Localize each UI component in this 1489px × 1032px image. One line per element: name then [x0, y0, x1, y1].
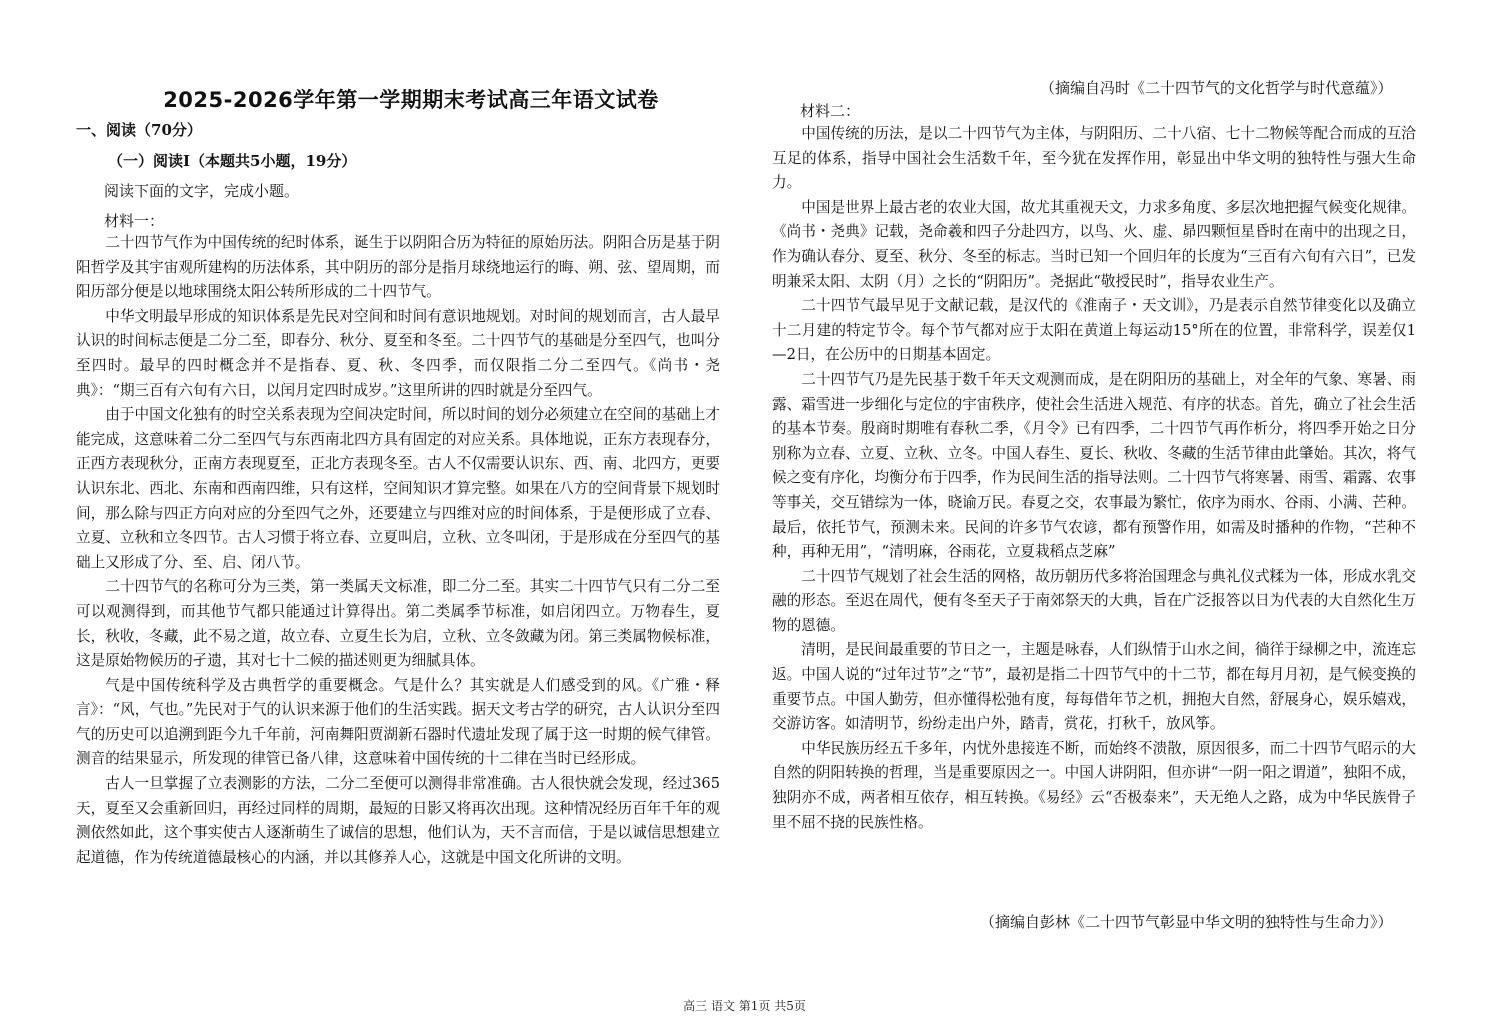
material1-source: （摘编自冯时《二十四节气的文化哲学与时代意蕴》） [1040, 79, 1393, 97]
paragraph: 中国传统的历法，是以二十四节气为主体，与阴阳历、二十八宿、七十二物候等配合而成的互洽互足的体系，指导中国社会生活数千年，至今犹在发挥作用，彰显出中华文明的独特性与强大生命力。 [772, 125, 1416, 192]
paragraph: 二十四节气规划了社会生活的网格，故历朝历代多将治国理念与典礼仪式糅为一体，形成水乳交融的形态。至迟在周代，便有冬至天子于南郊祭天的大典，旨在广泛报答以日为代表的大自然化生万物的恩德。 [772, 567, 1416, 634]
paragraph: 清明，是民间最重要的节日之一，主题是咏春，人们纵情于山水之间，徜徉于绿柳之中，流连忘返。中国人说的“过年过节”之“节”，最初是指二十四节气中的十二节，都在每月月初，是气候变换的重要节点。中国人勤劳，但亦懂得松弛有度，每每借年节之机，拥抱大自然，舒展身心，娱乐嬉戏，交游访客。如清明节，纷纷走出户外，踏青，赏花，打秋千，放风筝。 [772, 641, 1416, 733]
paragraph: 气是中国传统科学及古典哲学的重要概念。气是什么？其实就是人们感受到的风。《广雅・释言》：“风，气也。”先民对于气的认识来源于他们的生活实践。据天文考古学的研究，古人认识分至四气的历史可以追溯到距今九千年前，河南舞阳贾湖新石器时代遗址发现了属于这一时期的候气律管。测音的结果显示，所发现的律管已备八律，这意味着中国传统的十二律在当时已经形成。 [76, 676, 720, 768]
paragraph: 古人一旦掌握了立表测影的方法，二分二至便可以测得非常准确。古人很快就会发现，经过365天，夏至又会重新回归，再经过同样的周期，最短的日影又将再次出现。这种情况经历百年千年的观测依然如此，这个事实使古人逐渐萌生了诚信的思想，他们认为，天不言而信，于是以诚信思想建立起道德，作为传统道德最核心的内涵，并以其修养人心，这就是中国文化所讲的文明。 [76, 775, 720, 866]
material1-body [76, 231, 720, 870]
material2-source: （摘编自彭林《二十四节气彰显中华文明的独特性与生命力》） [980, 913, 1393, 931]
section-heading: 一、阅读（70分） [76, 121, 202, 139]
material2-label: 材料二： [800, 102, 861, 120]
paragraph: 二十四节气乃是先民基于数千年天文观测而成，是在阴阳历的基础上，对全年的气象、寒暑、雨露、霜雪进一步细化与定位的宇宙秩序，使社会生活进入规范、有序的状态。首先，确立了社会生活的基本节奏。殷商时期唯有春秋二季，《月令》已有四季，二十四节气再作析分，将四季开始之日分别称为立春、立夏、立秋、立冬。中国人春生、夏长、秋收、冬藏的生活节律由此肇始。其次，将气候之变有序化，均衡分布于四季，作为民间生活的指导法则。二十四节气将寒暑、雨雪、霜露、农事等事关，交互错综为一体，晓谕万民。春夏之交，农事最为繁忙，依序为雨水、谷雨、小满、芒种。最后，依托节气，预测未来。民间的许多节气农谚，都有预警作用，如需及时播种的作物，“芒种不种，再种无用”，“清明麻，谷雨花，立夏栽稻点芝麻” [772, 370, 1416, 561]
paragraph: 由于中国文化独有的时空关系表现为空间决定时间，所以时间的划分必须建立在空间的基础上才能完成，这意味着二分二至四气与东西南北四方具有固定的对应关系。具体地说，正东方表现春分，正西方表现秋分，正南方表现夏至，正北方表现冬至。古人不仅需要认识东、西、南、北四方，更要认识东北、西北、东南和西南四维，只有这样，空间知识才算完整。如果在八方的空间背景下规划时间，那么除与四正方向对应的分至四气之外，还要建立与四维对应的时间体系，于是便形成了立春、立夏、立秋和立冬四节。古人习惯于将立春、立夏叫启，立秋、立冬叫闭，于是形成在分至四气的基础上又形成了分、至、启、闭八节。 [76, 406, 720, 571]
paragraph: 二十四节气最早见于文献记载，是汉代的《淮南子・天文训》，乃是表示自然节律变化以及确立十二月建的特定节令。每个节气都对应于太阳在黄道上每运动15°所在的位置，非常科学，误差仅1—2日，在公历中的日期基本固定。 [772, 297, 1416, 364]
page-title: 2025-2026学年第一学期期末考试高三年语文试卷 [163, 88, 659, 112]
paragraph: 二十四节气的名称可分为三类，第一类属天文标准，即二分二至。其实二十四节气只有二分二至可以观测得到，而其他节气都只能通过计算得出。第二类属季节标准，如启闭四立。万物春生，夏长，秋收，冬藏，此不易之道，故立春、立夏生长为启，立秋、立冬敛藏为闭。第三类属物候标准，这是原始物候历的孑遗，其对七十二候的描述则更为细腻具体。 [76, 578, 720, 670]
material2-body [772, 122, 1416, 835]
paragraph: 中国是世界上最古老的农业大国，故尤其重视天文，力求多角度、多层次地把握气候变化规律。《尚书・尧典》记载，尧命羲和四子分赴四方，以鸟、火、虚、昴四颗恒星昏时在南中的出现之日，作为确认春分、夏至、秋分、冬至的标志。当时已知一个回归年的长度为“三百有六旬有六日”，已发明兼采太阳、太阴（月）之长的“阴阳历”。尧据此“敬授民时”，指导农业生产。 [772, 198, 1416, 290]
page-footer: 高三 语文 第1页 共5页 [683, 999, 806, 1013]
instruction: 阅读下面的文字，完成小题。 [104, 182, 300, 200]
paragraph: 中华民族历经五千多年，内忧外患接连不断，而始终不溃散，原因很多，而二十四节气昭示的大自然的阴阳转换的哲理，当是重要原因之一。中国人讲阴阳，但亦讲“一阴一阳之谓道”，独阳不成，独阴亦不成，两者相互依存，相互转换。《易经》云“否极泰来”，天无绝人之路，成为中华民族骨子里不屈不挠的民族性格。 [772, 739, 1416, 831]
paragraph: 中华文明最早形成的知识体系是先民对空间和时间有意识地规划。对时间的规划而言，古人最早认识的时间标志便是二分二至，即春分、秋分、夏至和冬至。二十四节气的基础是分至四气，也叫分至四时。最早的四时概念并不是指春、夏、秋、冬四季，而仅限指二分二至四气。《尚书・尧典》：“期三百有六旬有六日，以闰月定四时成岁。”这里所讲的四时就是分至四气。 [76, 307, 720, 399]
paragraph: 二十四节气作为中国传统的纪时体系，诞生于以阴阳合历为特征的原始历法。阴阳合历是基于阴阳哲学及其宇宙观所建构的历法体系，其中阴历的部分是指月球绕地运行的晦、朔、弦、望周期，而阳历部分便是以地球围绕太阳公转所形成的二十四节气。 [76, 234, 720, 301]
material1-label: 材料一： [104, 212, 165, 230]
sub-heading: （一）阅读Ⅰ（本题共5小题，19分） [108, 152, 357, 170]
